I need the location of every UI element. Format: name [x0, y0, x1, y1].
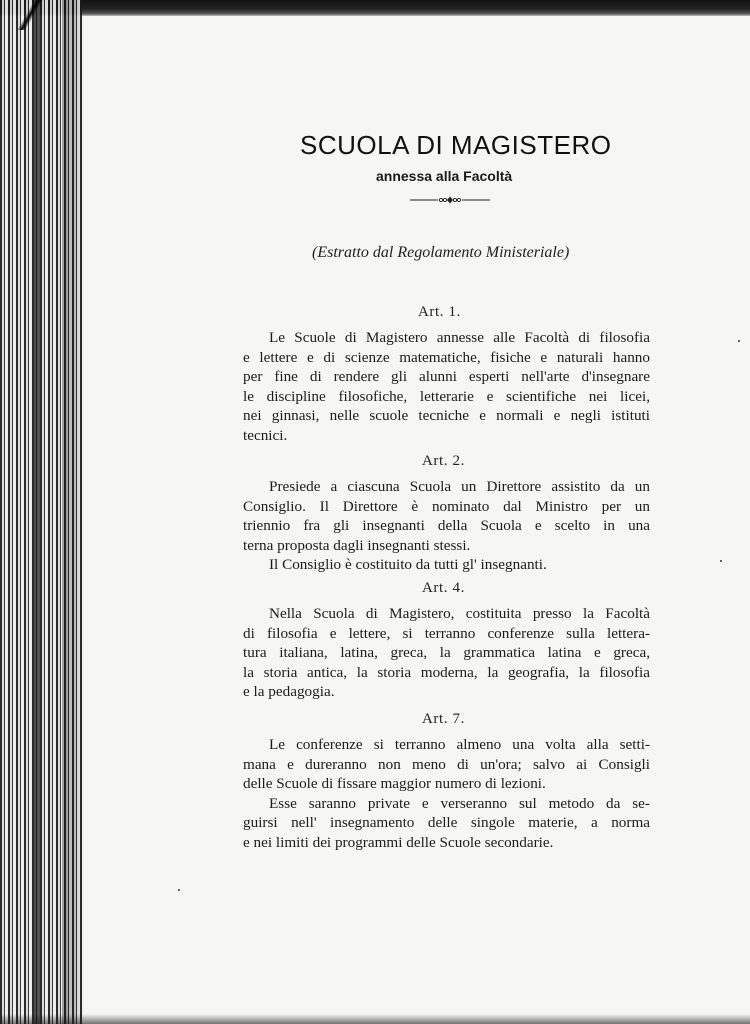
article-4-line: e la pedagogia.: [243, 683, 335, 700]
article-1-line: le discipline filosofiche, letterarie e scientifiche nei licei,: [243, 387, 650, 405]
article-4-body: [243, 604, 650, 702]
article-1-line: per fine di rendere gli alunni esperti nell'arte d'insegnare: [243, 368, 650, 385]
regulation-extract-note: (Estratto dal Regolamento Ministeriale): [312, 244, 570, 261]
article-2-line: Il Consiglio è costituito da tutti gl' insegnanti.: [269, 556, 547, 573]
article-7-body: [243, 735, 650, 852]
article-2-body: [243, 477, 650, 575]
article-4-heading: Art. 4.: [422, 580, 465, 596]
page-title: SCUOLA DI MAGISTERO: [300, 130, 612, 160]
article-2-line: Presiede a ciascuna Scuola un Direttore assistito da un: [269, 478, 650, 495]
article-2-line: terna proposta dagli insegnanti stessi.: [243, 536, 471, 554]
article-1-line: nei ginnasi, nelle scuole tecniche e normali e negli istituti: [243, 407, 650, 424]
article-7-line: delle Scuole di fissare maggior numero di lezioni.: [243, 775, 546, 792]
scan-speck: [738, 340, 740, 342]
article-7-line: mana e dureranno non meno di un'ora; salvo ai Consigli: [243, 755, 650, 773]
article-4-line: di filosofia e lettere, si terranno conferenze sulla lettera-: [243, 624, 650, 642]
article-2-line: triennio fra gli insegnanti della Scuola e scelto in una: [243, 517, 650, 534]
article-2-heading: Art. 2.: [422, 453, 465, 469]
article-1-line: Le Scuole di Magistero annesse alle Facoltà di filosofia: [269, 329, 650, 346]
article-1-line: e lettere e di scienze matematiche, fisiche e naturali hanno: [243, 348, 650, 366]
page-subtitle: annessa alla Facoltà: [376, 168, 513, 184]
article-1-body: [243, 328, 650, 445]
article-4-line: la storia antica, la storia moderna, la geografia, la filosofia: [243, 663, 650, 681]
ornament-divider: [410, 190, 490, 210]
article-7-line: guirsi nell' insegnamento delle singole materie, a norma: [243, 814, 650, 831]
scan-speck: [178, 889, 180, 891]
article-7-line: Le conferenze si terranno almeno una volta alla setti-: [269, 736, 650, 753]
article-1-line: tecnici.: [243, 426, 288, 444]
article-7-line: e nei limiti dei programmi delle Scuole secondarie.: [243, 833, 554, 851]
scan-speck: [720, 560, 722, 562]
article-7-line: Esse saranno private e verseranno sul metodo da se-: [269, 794, 650, 812]
article-2-line: Consiglio. Il Direttore è nominato dal Ministro per un: [243, 497, 650, 515]
article-1-heading: Art. 1.: [418, 304, 461, 320]
article-7-heading: Art. 7.: [422, 711, 465, 727]
article-4-line: Nella Scuola di Magistero, costituita presso la Facoltà: [269, 605, 650, 622]
article-4-line: tura italiana, latina, greca, la grammatica latina e greca,: [243, 644, 650, 661]
